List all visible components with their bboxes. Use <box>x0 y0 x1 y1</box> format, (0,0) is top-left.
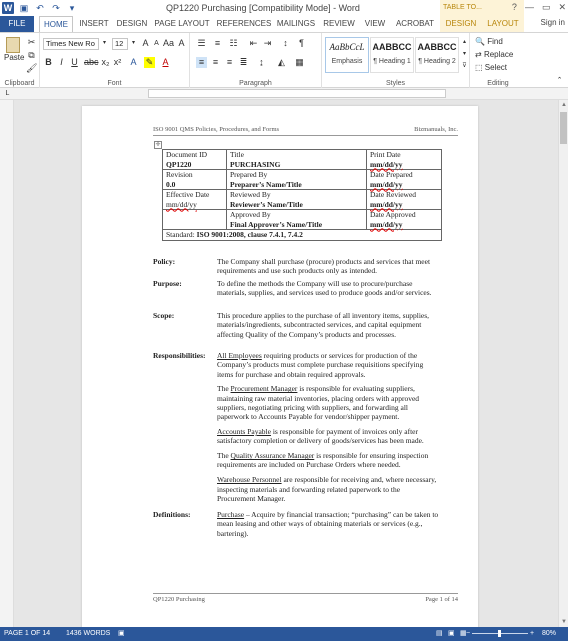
responsibility-role: Procurement Manager <box>230 384 298 394</box>
responsibility-paragraph <box>217 384 439 421</box>
header-rule <box>153 135 458 136</box>
responsibility-text: requiring products or services for production of the Company’s products must complete purchase requisitions specifying items for purchase and obtain required approvals. <box>217 351 424 379</box>
select-label: Select <box>484 63 508 72</box>
help-button[interactable]: ? <box>511 2 517 12</box>
effective-date-value: mm/dd/yy <box>166 199 197 209</box>
tab-review[interactable]: REVIEW <box>323 19 355 28</box>
grow-font-icon[interactable]: A <box>142 38 149 48</box>
increase-indent-icon[interactable]: ⇥ <box>263 38 272 48</box>
tab-design[interactable]: DESIGN <box>116 19 148 28</box>
ribbon-tabs <box>0 16 568 32</box>
sign-in-link[interactable]: Sign in <box>540 18 565 27</box>
collapse-ribbon-icon[interactable]: ⌃ <box>556 77 563 84</box>
ribbon-home <box>0 32 568 88</box>
borders-icon[interactable]: ▦ <box>295 57 304 67</box>
responsibility-text: is responsible for payment of invoices only after satisfactory completion or delivery of goods/services has been made. <box>217 427 424 446</box>
policy-label: Policy: <box>153 257 176 266</box>
table-tools-context-label: TABLE TO... <box>440 0 524 16</box>
zoom-slider-thumb[interactable] <box>498 630 501 637</box>
copy-icon[interactable]: ⧉ <box>28 50 35 60</box>
web-layout-icon[interactable]: ▦ <box>460 630 467 637</box>
responsibility-text: is responsible for ensuring inspection requirements are included on Purchase Orders where needed. <box>217 451 429 470</box>
date-reviewed-label: Date Reviewed <box>370 190 417 199</box>
effective-date-label: Effective Date <box>166 190 210 199</box>
subscript-icon[interactable]: x₂ <box>101 57 110 67</box>
close-button[interactable]: ✕ <box>558 2 566 12</box>
print-layout-icon[interactable]: ▣ <box>448 630 455 637</box>
responsibility-text: are responsible for receiving and, where necessary, inspecting materials and forwarding related paperwork to the Procurement Manager. <box>217 475 437 503</box>
tab-insert[interactable]: INSERT <box>79 19 109 28</box>
page-count[interactable]: PAGE 1 OF 14 <box>4 630 51 637</box>
purpose-text: To define the methods the Company will use to procure/purchase materials, supplies, and services used to produce goods and/or services. <box>217 279 432 298</box>
tab-table-design[interactable]: DESIGN <box>440 16 482 32</box>
bullets-icon[interactable]: ☰ <box>197 38 206 48</box>
paste-button[interactable] <box>3 36 23 66</box>
horizontal-ruler[interactable] <box>0 88 568 100</box>
font-size-dropdown-icon[interactable]: ▾ <box>131 40 135 46</box>
policy-text: The Company shall purchase (procure) products and services that meet requirements and use such products only as intended. <box>217 257 431 276</box>
document-control-table <box>162 149 442 241</box>
definition-term: Purchase <box>217 510 245 519</box>
numbering-icon[interactable]: ≡ <box>214 38 221 48</box>
paste-icon <box>6 37 20 53</box>
table-cell[interactable] <box>367 170 442 190</box>
save-icon[interactable]: ▣ <box>19 3 29 13</box>
table-cell[interactable] <box>227 170 367 190</box>
date-prepared-value: mm/dd/yy <box>370 179 403 189</box>
clipboard-group-label: Clipboard <box>4 80 35 87</box>
doc-id-label: Document ID <box>166 150 208 159</box>
tab-selector-icon[interactable]: L <box>5 90 10 97</box>
definitions-label: Definitions: <box>153 510 191 519</box>
styles-scroll-up-icon[interactable]: ▴ <box>462 39 466 45</box>
paragraph-group <box>190 33 322 88</box>
align-right-icon[interactable]: ≡ <box>226 57 233 67</box>
responsibility-role: Accounts Payable <box>217 427 271 437</box>
table-cell[interactable] <box>367 190 442 210</box>
responsibility-prefix: The <box>217 451 231 461</box>
document-page[interactable] <box>82 106 478 627</box>
standard-value: ISO 9001:2008, clause 7.4.1, 7.4.2 <box>196 230 303 239</box>
cut-icon[interactable]: ✂ <box>27 37 36 47</box>
status-bar <box>0 627 568 641</box>
table-cell[interactable] <box>163 230 442 241</box>
underline-icon[interactable]: U <box>71 57 78 67</box>
table-cell[interactable] <box>163 150 227 170</box>
editing-group <box>470 33 526 88</box>
line-spacing-icon[interactable]: ↨ <box>259 57 264 67</box>
font-color-icon[interactable]: A <box>162 57 169 67</box>
table-row <box>163 190 442 210</box>
tab-mailings[interactable]: MAILINGS <box>276 19 316 28</box>
superscript-icon[interactable]: x² <box>113 57 122 67</box>
highlight-color-icon[interactable]: ✎ <box>145 57 154 67</box>
decrease-indent-icon[interactable]: ⇤ <box>249 38 258 48</box>
date-prepared-label: Date Prepared <box>370 170 413 179</box>
select-button[interactable] <box>474 62 508 74</box>
find-button[interactable] <box>474 36 504 48</box>
tab-home[interactable]: HOME <box>39 16 73 32</box>
replace-icon: ⇄ <box>475 50 482 59</box>
date-reviewed-value: mm/dd/yy <box>370 199 403 209</box>
table-row <box>163 210 442 230</box>
paste-label: Paste <box>4 53 25 62</box>
tab-page-layout[interactable]: PAGE LAYOUT <box>154 19 210 28</box>
table-row <box>163 150 442 170</box>
responsibility-role: Warehouse Personnel <box>217 475 282 485</box>
table-cell[interactable] <box>367 150 442 170</box>
table-row <box>163 230 442 241</box>
date-approved-label: Date Approved <box>370 210 416 219</box>
table-cell[interactable] <box>227 210 367 230</box>
responsibility-paragraph <box>217 451 439 470</box>
editing-group-label: Editing <box>487 80 509 87</box>
restore-button[interactable]: ▭ <box>541 2 551 12</box>
ruler-text-area <box>148 89 446 98</box>
responsibilities-label: Responsibilities: <box>153 351 206 360</box>
scope-text: This procedure applies to the purchase of all inventory items, supplies, materials/ingredients, subcontracted services, and capital equipment affecting Quality of the Company’s products and processes. <box>217 311 430 339</box>
header-left: ISO 9001 QMS Policies, Procedures, and Forms <box>153 126 280 133</box>
table-move-handle-icon[interactable]: ✛ <box>155 142 161 148</box>
prepared-by-label: Prepared By <box>230 170 268 179</box>
table-cell[interactable] <box>227 150 367 170</box>
reviewed-by-value: Reviewer’s Name/Title <box>230 199 303 209</box>
customize-qat-icon[interactable]: ▾ <box>69 3 75 13</box>
purpose-label: Purpose: <box>153 279 182 288</box>
reviewed-by-label: Reviewed By <box>230 190 271 199</box>
bold-icon[interactable]: B <box>45 57 52 67</box>
footer-rule <box>153 593 458 594</box>
format-painter-icon[interactable]: 🖌 <box>26 63 38 73</box>
find-icon: 🔍 <box>475 37 485 46</box>
word-count[interactable]: 1436 WORDS <box>66 630 111 637</box>
approved-by-value: Final Approver’s Name/Title <box>230 219 323 229</box>
italic-icon[interactable]: I <box>60 57 63 67</box>
scroll-up-icon[interactable]: ▲ <box>561 102 567 108</box>
select-icon: ⬚ <box>475 63 483 72</box>
table-cell[interactable] <box>163 170 227 190</box>
paragraph-group-label: Paragraph <box>239 80 272 87</box>
responsibility-prefix: The <box>217 384 231 394</box>
print-date-value: mm/dd/yy <box>370 159 403 169</box>
responsibility-paragraph <box>217 427 439 446</box>
window-title: QP1220 Purchasing [Compatibility Mode] - Word <box>166 3 360 13</box>
style-heading-1[interactable] <box>370 37 414 73</box>
style-sample: AaBbCcL <box>329 42 365 52</box>
scrollbar-thumb[interactable] <box>560 112 567 144</box>
clear-formatting-icon[interactable]: A <box>178 38 185 48</box>
zoom-in-button[interactable]: + <box>530 630 535 637</box>
zoom-level[interactable]: 80% <box>542 630 557 637</box>
strikethrough-icon[interactable]: abc <box>84 57 99 67</box>
style-name: ¶ Heading 1 <box>373 58 411 65</box>
undo-icon[interactable]: ↶ <box>36 3 44 13</box>
shrink-font-icon[interactable]: A <box>154 40 159 47</box>
print-date-label: Print Date <box>370 150 401 159</box>
scroll-down-icon[interactable]: ▼ <box>561 619 567 625</box>
tab-references[interactable]: REFERENCES <box>216 19 272 28</box>
center-icon[interactable]: ≡ <box>212 57 219 67</box>
font-size-box[interactable]: 12 <box>112 38 128 50</box>
font-name-box[interactable]: Times New Ro <box>43 38 99 50</box>
vertical-scrollbar[interactable] <box>558 100 568 627</box>
show-formatting-marks-icon[interactable]: ¶ <box>299 38 304 48</box>
tab-view[interactable]: VIEW <box>364 19 386 28</box>
revision-value: 0.0 <box>166 179 176 189</box>
table-cell[interactable] <box>163 210 227 230</box>
quick-access-toolbar <box>2 2 78 14</box>
header-right: Bizmanuals, Inc. <box>414 126 458 133</box>
styles-scroll-down-icon[interactable]: ▾ <box>462 51 466 57</box>
table-cell[interactable] <box>163 190 227 210</box>
responsibility-role: All Employees <box>217 351 262 360</box>
definition-text: – Acquire by financial transaction; “purchasing” can be taken to mean leasing and other ways of obtaining materials or services (e.g., bartering). <box>217 510 439 538</box>
tab-acrobat[interactable]: ACROBAT <box>395 19 435 28</box>
prepared-by-value: Preparer’s Name/Title <box>230 179 302 189</box>
responsibility-paragraph <box>217 475 439 503</box>
font-group-label: Font <box>107 80 122 87</box>
table-cell[interactable] <box>367 210 442 230</box>
zoom-out-button[interactable]: − <box>466 630 471 637</box>
revision-label: Revision <box>166 170 193 179</box>
vertical-ruler[interactable] <box>0 100 14 627</box>
scope-label: Scope: <box>153 311 175 320</box>
title-bar <box>0 0 568 16</box>
style-name: Emphasis <box>331 58 363 65</box>
find-label: Find <box>487 37 503 46</box>
standard-label: Standard: <box>166 230 195 239</box>
tab-file[interactable]: FILE <box>0 16 34 32</box>
definition-paragraph <box>217 510 439 538</box>
responsibility-paragraph <box>217 351 439 379</box>
replace-button[interactable] <box>474 49 514 61</box>
style-sample: AABBCC <box>372 42 412 52</box>
replace-label: Replace <box>483 50 514 59</box>
tab-table-layout[interactable]: LAYOUT <box>482 16 524 32</box>
clipboard-group <box>0 33 40 88</box>
styles-more-icon[interactable]: ⊽ <box>462 63 467 69</box>
style-heading-2[interactable] <box>415 37 459 73</box>
font-group <box>40 33 190 88</box>
responsibility-role: Quality Assurance Manager <box>230 451 315 461</box>
date-approved-value: mm/dd/yy <box>370 219 403 229</box>
minimize-button[interactable]: — <box>524 2 534 12</box>
align-left-icon[interactable]: ≡ <box>196 57 207 68</box>
doc-id-value: QP1220 <box>166 159 192 169</box>
footer-right: Page 1 of 14 <box>425 596 458 603</box>
styles-group-label: Styles <box>385 80 406 87</box>
read-mode-icon[interactable]: ▤ <box>436 630 443 637</box>
footer-left: QP1220 Purchasing <box>153 596 205 603</box>
sort-icon[interactable]: ↕ <box>283 38 288 48</box>
justify-icon[interactable]: ≣ <box>239 57 248 67</box>
shading-icon[interactable]: ◭ <box>278 57 285 67</box>
style-sample: AABBCC <box>417 42 457 52</box>
font-name-dropdown-icon[interactable]: ▾ <box>102 40 106 46</box>
approved-by-label: Approved By <box>230 210 271 219</box>
word-app-icon: W <box>3 3 13 13</box>
proofing-icon[interactable]: ▣ <box>118 630 125 637</box>
title-label: Title <box>230 150 244 159</box>
change-case-icon[interactable]: Aa <box>163 38 175 48</box>
title-value: PURCHASING <box>230 159 281 169</box>
table-row <box>163 170 442 190</box>
text-effects-icon[interactable]: A <box>130 57 137 67</box>
redo-icon[interactable]: ↷ <box>52 3 60 13</box>
table-cell[interactable] <box>227 190 367 210</box>
multilevel-list-icon[interactable]: ☷ <box>229 38 238 48</box>
style-emphasis[interactable] <box>325 37 369 73</box>
styles-group <box>322 33 470 88</box>
document-canvas <box>14 100 558 627</box>
responsibility-text: is responsible for evaluating suppliers, maintaining raw material inventories, placing orders with approved suppliers, negotiating pricing with suppliers, and forwarding all paperwork to Accounts Payable for vendor/shipper payment. <box>217 384 420 422</box>
style-name: ¶ Heading 2 <box>418 58 456 65</box>
